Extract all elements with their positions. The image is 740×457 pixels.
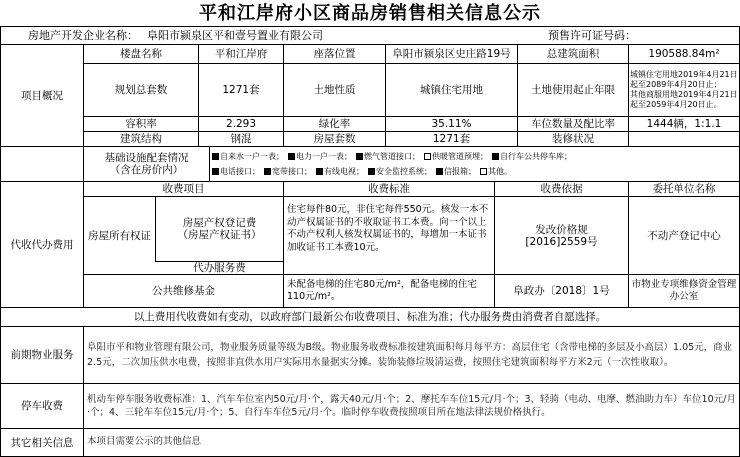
maintenance-fund-standard: 未配备电梯的住宅80元/m²，配备电梯的住宅110元/m²。 [287, 278, 477, 302]
value-planned-units: 1271套 [222, 84, 260, 96]
value-location: 阜阳市颍泉区史庄路19号 [392, 48, 511, 60]
parking-text: 机动车停车服务收费标准：1、汽车车位室内50元/月·个，露天40元/月·个；2、摩托车车位15元/月·个；3、轻骑（电动、电摩、燃油助力车）车位10元/月·个；4、三轮车车位15元/月·个；5、自行车车位5元/月·个。临时停车收费按照项目所在地法律法规价格执行。 [87, 394, 736, 418]
infra-option-label: 燃气管道接口； [364, 152, 420, 161]
header-unit: 委托单位名称 [652, 183, 716, 195]
label-green-ratio: 绿化率 [318, 118, 351, 130]
property-text: 阜阳市平和物业管理有限公司，物业服务质量等级为B级。物业服务收费标准按建筑面积每月每平方：高层住宅（含带电梯的多层及小高层）1.05元，商业2.5元，二次加压供水电费，按照非直供水用户实际用水量据实分摊。装饰装修垃圾清运费，按照住宅建筑面积每平方米2元（一次性收取）。 [87, 342, 733, 368]
infra-option-label: 信报箱； [444, 167, 476, 176]
checked-box-icon [288, 153, 295, 160]
label-planned-units: 规划总套数 [114, 84, 168, 96]
infra-option-label: 供暖管道预埋； [432, 152, 488, 161]
infra-option [356, 152, 420, 161]
checked-box-icon [316, 168, 323, 175]
rule [209, 146, 210, 181]
infra-option [212, 167, 260, 176]
overview-label: 项目概况 [21, 89, 63, 102]
infra-options-line1 [212, 149, 576, 164]
label-structure: 建筑结构 [120, 133, 162, 145]
permit-label: 预售许可证号码： [548, 29, 636, 42]
developer-name: 阜阳市颍泉区平和壹号置业有限公司 [147, 29, 323, 42]
infra-options [212, 148, 738, 180]
value-plot-ratio: 2.293 [225, 118, 257, 130]
infra-option [492, 152, 572, 161]
infra-option [424, 152, 488, 161]
fees-label: 代收代办费用 [10, 238, 74, 251]
checked-box-icon [356, 153, 363, 160]
parking-label: 停车收费 [21, 400, 63, 412]
checked-box-icon [436, 168, 443, 175]
infra-options-line2 [212, 164, 516, 179]
label-house-count: 房屋套数 [313, 133, 356, 145]
infra-option [316, 167, 364, 176]
infra-option [264, 167, 312, 176]
label-total-area: 总建筑面积 [546, 48, 600, 60]
reg-fee-basis-line2: [2016]2559号 [525, 235, 598, 248]
reg-fee-item-line1: 房屋产权登记费 [182, 217, 257, 229]
label-parking: 车位数量及配比率 [531, 118, 615, 130]
reg-fee-basis [495, 197, 628, 274]
value-land-term [630, 64, 738, 116]
value-structure: 钢混 [230, 133, 252, 145]
owner-cert: 房屋所有权证 [88, 229, 151, 242]
checked-box-icon [492, 153, 499, 160]
infra-option-label: 电力一户一表； [296, 152, 352, 161]
reg-fee-basis-line1: 发改价格规 [535, 223, 588, 236]
reg-fee-item-line2: （房屋产权证书） [177, 229, 262, 241]
infra-option [368, 167, 432, 176]
infra-label-line1: 基础设施配套情况 [104, 152, 189, 164]
infra-option-label: 有线电视； [324, 167, 364, 176]
infra-option [212, 152, 284, 161]
property-label: 前期物业服务 [10, 349, 74, 361]
value-project-name: 平和江岸府 [214, 48, 268, 60]
label-plot-ratio: 容积率 [125, 118, 157, 130]
land-term-residential: 城镇住宅用地2019年4月21日起至2089年4月20日止； [630, 70, 738, 89]
other-text: 本项目需要公示的其他信息 [87, 436, 202, 448]
value-total-area: 190588.84m² [648, 48, 720, 60]
label-location: 座落位置 [313, 48, 356, 60]
infra-option-label: 自来水一户一表； [220, 152, 284, 161]
infra-option-label: 自行车公共停车库； [500, 152, 572, 161]
value-decoration [629, 132, 739, 146]
agency-fee: 代办服务费 [193, 262, 246, 274]
value-green-ratio: 35.11% [431, 118, 472, 130]
header-item: 收费项目 [162, 183, 205, 195]
maintenance-fund-item: 公共维修基金 [152, 285, 215, 297]
header-basis: 收费依据 [540, 183, 583, 195]
maintenance-fund-basis: 阜政办〔2018〕1号 [513, 285, 610, 297]
developer-label: 房地产开发企业名称： [28, 29, 138, 42]
label-land-term: 土地使用起止年限 [531, 84, 615, 96]
maintenance-fund-unit: 市物业专项维修资金管理办公室 [631, 278, 737, 302]
rule [0, 26, 740, 27]
checked-box-icon [264, 168, 271, 175]
checked-box-icon [368, 168, 375, 175]
rule [83, 326, 84, 457]
other-label: 其它相关信息 [10, 436, 74, 449]
unchecked-box-icon [480, 168, 487, 175]
unchecked-box-icon [424, 153, 431, 160]
infra-label [84, 147, 209, 181]
infra-option [480, 167, 512, 176]
reg-fee-unit: 不动产登记中心 [647, 229, 721, 242]
infra-option-label: 其他。 [488, 167, 512, 176]
value-house-count: 1271套 [432, 133, 471, 145]
checked-box-icon [212, 168, 219, 175]
checked-box-icon [212, 153, 219, 160]
infra-option [436, 167, 476, 176]
fee-notice: 以上费用代收费如有变动，以政府部门最新公布收费项目、标准为准；代办服务费由消费者自愿选择。 [133, 311, 607, 323]
infra-option-label: 宽带接口； [272, 167, 312, 176]
page-title: 平和江岸府小区商品房销售相关信息公示 [199, 3, 541, 24]
reg-fee-item [156, 197, 283, 261]
label-decoration: 装修状况 [552, 133, 594, 145]
infra-option [288, 152, 352, 161]
value-parking: 1444辆，1:1.1 [646, 118, 722, 130]
land-term-commercial: 其他商服用地2019年4月21日起至2059年4月20日止。 [630, 90, 738, 109]
infra-label-line2: （含在房价内） [109, 164, 184, 176]
label-land-nature: 土地性质 [313, 84, 356, 96]
reg-fee-standard: 住宅每件80元，非住宅每件550元。核发一本不动产权属证书的不收取证书工本费。向一个以上不动产权利人核发权属证书的，每增加一本证书加收证书工本费10元。 [287, 204, 489, 253]
header-standard: 收费标准 [368, 183, 410, 195]
rule [283, 181, 284, 307]
infra-option-label: 电话接口； [220, 167, 260, 176]
value-land-nature: 城镇住宅用地 [420, 84, 483, 96]
infra-option-label: 安全监控系统； [376, 167, 432, 176]
label-project-name: 楼盘名称 [120, 48, 162, 60]
